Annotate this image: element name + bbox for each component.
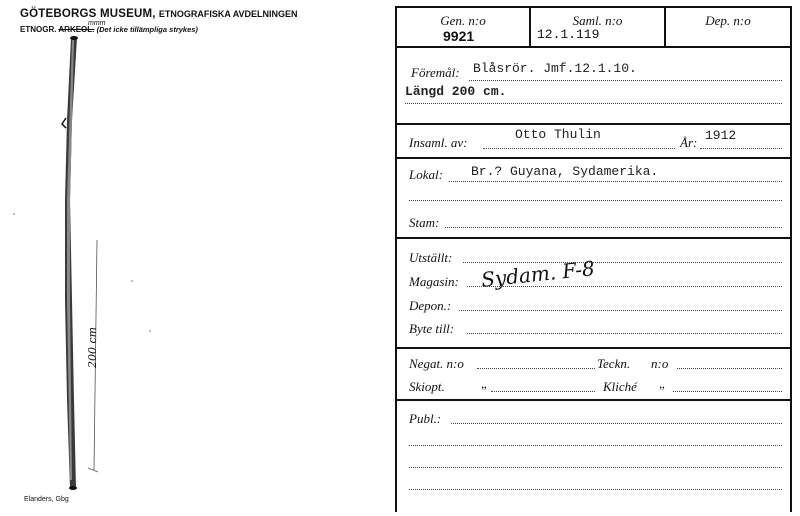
skiopt-ditto: „ — [481, 376, 489, 391]
teckn-label: Teckn. — [597, 356, 631, 371]
lokal-value: Br.? Guyana, Sydamerika. — [471, 164, 659, 179]
gen-label: Gen. n:o — [440, 13, 486, 28]
section-rule — [397, 347, 790, 349]
publ-dotline — [451, 423, 782, 424]
kliche-ditto: „ — [659, 376, 667, 391]
header-rule — [397, 46, 790, 48]
utstallt-label: Utställt: — [409, 250, 453, 265]
catalogue-card — [395, 6, 792, 512]
dep-label: Dep. n:o — [705, 13, 751, 28]
header-divider — [664, 8, 666, 46]
magasin-dotline — [467, 286, 782, 287]
arkeol-label: ARKEOL. — [58, 25, 95, 34]
publ-dotline — [409, 445, 782, 446]
skiopt-label: Skiopt. — [409, 379, 445, 394]
foremal-dotline — [469, 80, 782, 81]
publ-dotline — [409, 489, 782, 490]
lokal-dotline-2 — [409, 200, 782, 201]
negat-dotline — [477, 368, 595, 369]
printer-mark: Elanders, Gbg — [24, 496, 69, 503]
teckn-number-label: n:o — [651, 356, 669, 371]
section-rule — [397, 237, 790, 239]
saml-value: 12.1.119 — [537, 27, 600, 42]
stam-dotline — [445, 227, 782, 228]
magasin-label: Magasin: — [409, 274, 459, 289]
byte-dotline — [467, 333, 782, 334]
kliche-dotline — [673, 391, 782, 392]
museum-name: GÖTEBORGS MUSEUM, — [20, 8, 156, 20]
blowpipe-illustration — [62, 36, 78, 490]
kliche-label: Kliché — [603, 379, 637, 394]
department-name: ETNOGRAFISKA AVDELNINGEN — [158, 9, 298, 19]
magasin-value: Sydam. F-8 — [480, 256, 596, 292]
publ-dotline — [409, 467, 782, 468]
byte-label: Byte till: — [409, 321, 455, 336]
dep-number-cell — [666, 8, 790, 46]
foremal-value: Blåsrör. Jmf.12.1.10. — [473, 61, 637, 76]
year-dotline — [700, 148, 782, 149]
utstallt-dotline — [463, 262, 782, 263]
depon-label: Depon.: — [409, 298, 452, 313]
insaml-dotline — [483, 148, 675, 149]
length-value: Längd 200 cm. — [405, 84, 507, 99]
teckn-dotline — [677, 368, 782, 369]
saml-label: Saml. n:o — [572, 13, 623, 28]
overwrite-mark: mmm — [88, 20, 106, 27]
depon-dotline — [459, 310, 782, 311]
section-rule — [397, 157, 790, 159]
negat-label: Negat. n:o — [409, 356, 464, 371]
strike-note: (Det icke tillämpliga strykes) — [96, 25, 198, 34]
publ-label: Publ.: — [409, 411, 442, 426]
foremal-dotline-2 — [405, 103, 782, 104]
stam-label: Stam: — [409, 215, 440, 230]
header-divider — [529, 8, 531, 46]
gen-value: 9921 — [443, 28, 475, 44]
lokal-label: Lokal: — [409, 167, 443, 182]
blowpipe-drawing — [0, 0, 390, 516]
section-rule — [397, 399, 790, 401]
section-rule — [397, 123, 790, 125]
year-value: 1912 — [705, 128, 737, 143]
insaml-value: Otto Thulin — [515, 127, 601, 142]
length-annotation: 200 cm — [86, 326, 99, 368]
year-label: År: — [680, 135, 698, 150]
skiopt-dotline — [491, 391, 595, 392]
lokal-dotline — [449, 181, 782, 182]
etnogr-label: ETNOGR. — [20, 25, 57, 34]
insaml-label: Insaml. av: — [409, 135, 468, 150]
foremal-label: Föremål: — [411, 65, 460, 80]
